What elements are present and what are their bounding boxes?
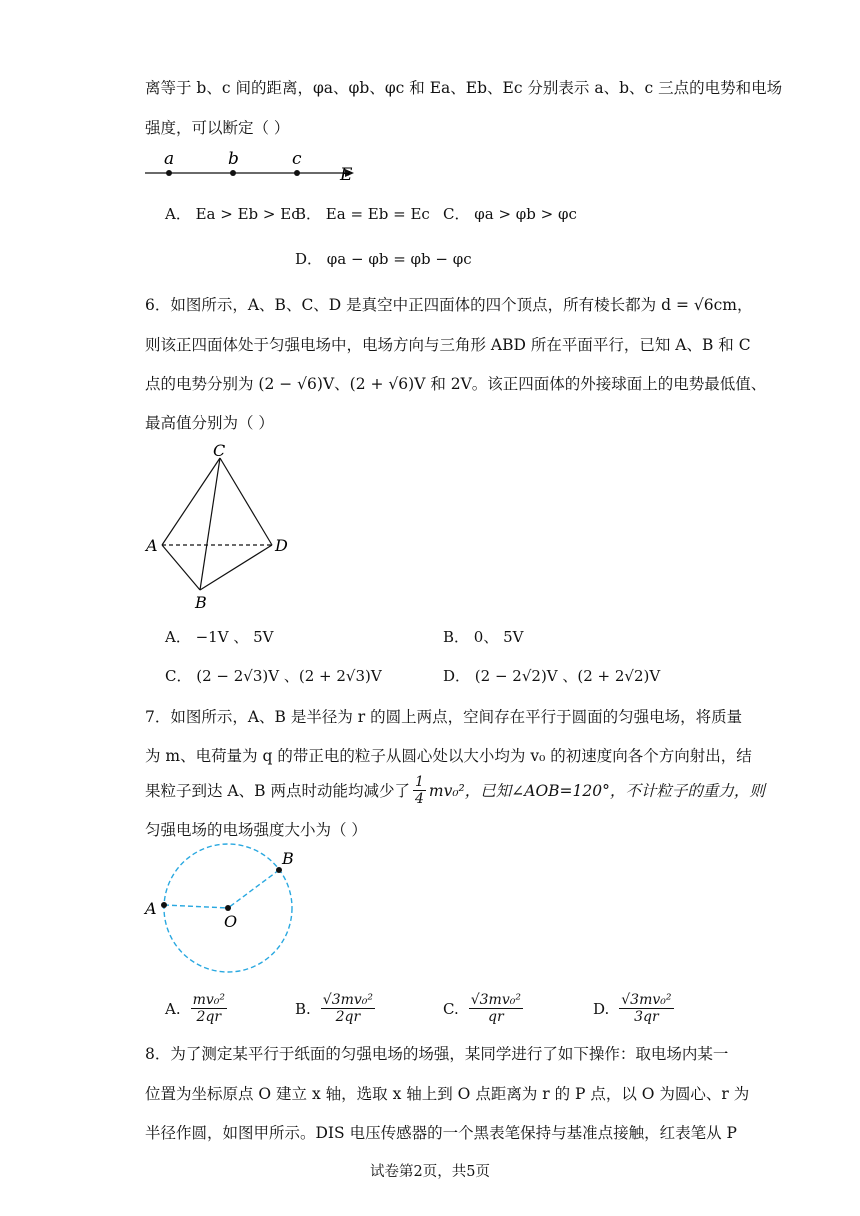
point-A: A [145, 899, 157, 918]
q6-line-3: 点的电势分别为 (2 − √6)V、(2 + √6)V 和 2V。该正四面体的外接球面上的电势最低值、 [145, 375, 767, 393]
q6-option-c[interactable]: C． (2 − 2√3)V 、(2 + 2√3)V [165, 667, 382, 685]
fraction-denominator: 4 [414, 790, 424, 807]
fraction-denominator: 3qr [634, 1009, 659, 1025]
q7-option-a[interactable] [165, 992, 227, 1025]
q7-line-2: 为 m、电荷量为 q 的带正电的粒子从圆心处以大小均为 v₀ 的初速度向各个方向射出，结 [145, 747, 752, 765]
q7-option-c[interactable] [443, 992, 523, 1025]
fraction-denominator: 2qr [196, 1009, 222, 1025]
label-E: E [340, 165, 353, 185]
q5-option-c[interactable]: C． φa > φb > φc [443, 205, 577, 223]
label-a: a [164, 149, 175, 169]
q5-field-axis-figure [140, 148, 370, 188]
q8-line-1: 8．为了测定某平行于纸面的匀强电场的场强，某同学进行了如下操作：取电场内某一 [145, 1045, 729, 1063]
fraction-numerator: mv₀² [192, 992, 226, 1008]
fraction-denominator: qr [488, 1009, 504, 1025]
q6-line-4: 最高值分别为（ ） [145, 414, 274, 432]
fraction-numerator: √3mv₀² [470, 992, 521, 1008]
fraction-numerator: √3mv₀² [322, 992, 374, 1008]
label-b: b [228, 149, 239, 169]
q7-line-1: 7．如图所示，A、B 是半径为 r 的圆上两点，空间存在平行于圆面的匀强电场，将质量 [145, 708, 743, 726]
vertex-C: C [213, 441, 226, 460]
option-fraction [469, 992, 523, 1025]
q7-line-3-post: mv₀²，已知∠AOB=120°，不计粒子的重力，则 [428, 782, 765, 800]
vertex-B: B [195, 593, 207, 612]
vertex-D: D [275, 536, 288, 555]
q6-tetrahedron-figure [140, 440, 300, 615]
q5-line-2: 强度，可以断定（ ） [145, 119, 290, 137]
point-O: O [224, 912, 238, 931]
option-letter: B. [295, 999, 311, 1018]
option-fraction [321, 992, 375, 1025]
option-letter: A. [165, 999, 181, 1018]
label-c: c [292, 149, 302, 169]
q5-option-d[interactable]: D． φa − φb = φb − φc [295, 250, 472, 268]
q6-line-1: 6．如图所示，A、B、C、D 是真空中正四面体的四个顶点，所有棱长都为 d = √6cm， [145, 296, 753, 314]
q7-option-b[interactable] [295, 992, 375, 1025]
vertex-A: A [146, 536, 158, 555]
q5-option-a[interactable]: A． Ea > Eb > Ec [165, 205, 300, 223]
q5-line-1: 离等于 b、c 间的距离，φa、φb、φc 和 Ea、Eb、Ec 分别表示 a、b、c 三点的电势和电场 [145, 79, 783, 97]
page-footer: 试卷第2页，共5页 [370, 1164, 490, 1180]
option-fraction [619, 992, 673, 1025]
option-letter: D. [593, 999, 610, 1018]
q7-line-3 [145, 770, 765, 810]
q7-option-d[interactable] [593, 992, 674, 1025]
point-B: B [282, 849, 294, 868]
q7-line-4: 匀强电场的电场强度大小为（ ） [145, 821, 367, 839]
q6-option-b[interactable]: B． 0、 5V [443, 628, 524, 646]
q8-line-3: 半径作圆，如图甲所示。DIS 电压传感器的一个黑表笔保持与基准点接触，红表笔从 P [145, 1124, 737, 1142]
q8-line-2: 位置为坐标原点 O 建立 x 轴，选取 x 轴上到 O 点距离为 r 的 P 点，以 O 为圆心、r 为 [145, 1085, 750, 1103]
q5-option-b[interactable]: B． Ea = Eb = Ec [295, 205, 430, 223]
fraction-numerator: 1 [414, 773, 424, 790]
q6-line-2: 则该正四面体处于匀强电场中，电场方向与三角形 ABD 所在平面平行，已知 A、B 和 C [145, 336, 751, 354]
option-fraction [191, 992, 227, 1025]
q7-line-3-pre: 果粒子到达 A、B 两点时动能均减少了 [145, 782, 410, 800]
fraction-denominator: 2qr [335, 1009, 361, 1025]
q6-option-d[interactable]: D． (2 − 2√2)V 、(2 + 2√2)V [443, 667, 661, 685]
fraction-numerator: √3mv₀² [621, 992, 672, 1008]
q7-quarter-fraction [413, 774, 426, 807]
q6-option-a[interactable]: A． −1V 、 5V [165, 628, 274, 646]
option-letter: C. [443, 999, 459, 1018]
q7-circle-figure [140, 842, 310, 982]
